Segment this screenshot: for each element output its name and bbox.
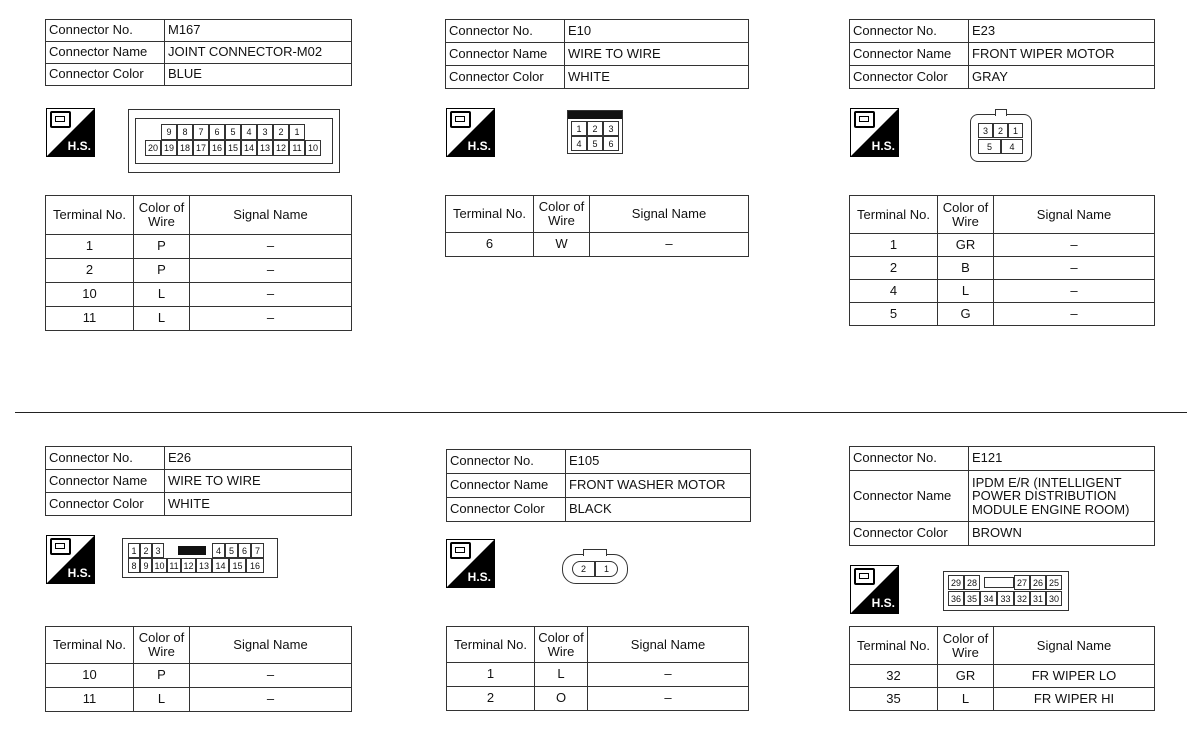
harness-side-icon: [850, 108, 899, 157]
table-row: [46, 259, 352, 283]
pin: 36: [948, 591, 964, 606]
connector-name-value: IPDM E/R (INTELLIGENT POWER DISTRIBUTION MODULE ENGINE ROOM): [969, 471, 1155, 522]
terminal-cell: 32: [850, 665, 938, 688]
pin: 16: [246, 558, 264, 573]
terminal-table-e121: [849, 626, 1155, 711]
pin: 2: [140, 543, 152, 558]
wire-cell: L: [535, 663, 588, 687]
pin: 11: [289, 140, 305, 156]
pin: 34: [980, 591, 997, 606]
pin: 1: [595, 561, 618, 577]
wire-cell: L: [134, 307, 190, 331]
connector-color-label: Connector Color: [447, 498, 566, 522]
keyway-block: [178, 546, 206, 555]
signal-cell: –: [190, 688, 352, 712]
connector-face-e23: [970, 114, 1032, 162]
table-row: [46, 688, 352, 712]
signal-cell: –: [190, 283, 352, 307]
connector-no-value: E26: [165, 447, 352, 470]
hs-label: H.S.: [467, 139, 491, 153]
connector-no-label: Connector No.: [46, 447, 165, 470]
terminal-table-m167: [45, 195, 352, 331]
pin: 8: [177, 124, 193, 140]
pin: 27: [1014, 575, 1030, 590]
pin: 7: [251, 543, 264, 558]
section-divider: [15, 412, 1187, 413]
pin: 5: [225, 543, 238, 558]
connector-info-table: [45, 446, 352, 516]
pin: 4: [241, 124, 257, 140]
connector-color-label: Connector Color: [850, 522, 969, 546]
table-row: [46, 235, 352, 259]
terminal-table-e26: [45, 626, 352, 712]
terminal-cell: 11: [46, 307, 134, 331]
wire-cell: L: [134, 688, 190, 712]
pin: 5: [587, 136, 603, 151]
connector-name-label: Connector Name: [850, 43, 969, 66]
harness-side-icon: [46, 108, 95, 157]
pin: 15: [225, 140, 241, 156]
connector-icon: [450, 542, 471, 559]
terminal-cell: 2: [447, 687, 535, 711]
pin: 20: [145, 140, 161, 156]
wire-cell: O: [535, 687, 588, 711]
pin: 12: [273, 140, 289, 156]
signal-cell: –: [190, 259, 352, 283]
wire-color-header: Color of Wire: [134, 196, 190, 235]
table-row: [446, 233, 749, 257]
wire-color-header: Color of Wire: [938, 196, 994, 234]
connector-name-value: WIRE TO WIRE: [165, 470, 352, 493]
connector-name-value: JOINT CONNECTOR-M02: [165, 42, 352, 64]
table-row: [850, 234, 1155, 257]
wire-cell: L: [938, 688, 994, 711]
connector-info-table: [849, 19, 1155, 89]
pin: 1: [1008, 123, 1023, 138]
terminal-table-e23: [849, 195, 1155, 326]
hs-label: H.S.: [871, 596, 895, 610]
terminal-no-header: Terminal No.: [850, 196, 938, 234]
signal-cell: –: [190, 664, 352, 688]
connector-face-e10: [567, 110, 623, 154]
connector-info-table: [446, 449, 751, 522]
table-row: [447, 687, 749, 711]
wire-color-header: Color of Wire: [938, 627, 994, 665]
wire-cell: L: [938, 280, 994, 303]
connector-icon: [854, 568, 875, 585]
table-row: [46, 283, 352, 307]
terminal-no-header: Terminal No.: [446, 196, 534, 233]
signal-cell: FR WIPER HI: [994, 688, 1155, 711]
signal-name-header: Signal Name: [190, 627, 352, 664]
wire-cell: B: [938, 257, 994, 280]
pin: 26: [1030, 575, 1046, 590]
connector-no-value: E23: [969, 20, 1155, 43]
signal-cell: –: [994, 234, 1155, 257]
connector-info-table: [849, 446, 1155, 546]
harness-side-icon: [446, 539, 495, 588]
connector-no-value: E105: [566, 450, 751, 474]
connector-color-label: Connector Color: [850, 66, 969, 89]
terminal-cell: 10: [46, 283, 134, 307]
pin: 6: [238, 543, 251, 558]
signal-cell: –: [994, 257, 1155, 280]
terminal-cell: 1: [850, 234, 938, 257]
pin: 6: [209, 124, 225, 140]
terminal-table-e105: [446, 626, 749, 711]
pin: 1: [571, 121, 587, 136]
connector-no-label: Connector No.: [46, 20, 165, 42]
signal-cell: –: [994, 280, 1155, 303]
hs-label: H.S.: [871, 139, 895, 153]
wire-cell: G: [938, 303, 994, 326]
pin: 35: [964, 591, 980, 606]
wire-cell: GR: [938, 665, 994, 688]
wire-color-header: Color of Wire: [534, 196, 590, 233]
connector-block-m167: [45, 19, 352, 86]
terminal-cell: 35: [850, 688, 938, 711]
connector-no-label: Connector No.: [850, 447, 969, 471]
pin: 14: [212, 558, 229, 573]
connector-no-value: M167: [165, 20, 352, 42]
terminal-cell: 6: [446, 233, 534, 257]
table-row: [850, 257, 1155, 280]
connector-color-value: BROWN: [969, 522, 1155, 546]
signal-name-header: Signal Name: [590, 196, 749, 233]
hs-label: H.S.: [67, 139, 91, 153]
wire-cell: L: [134, 283, 190, 307]
pin: 3: [978, 123, 993, 138]
pin: 4: [1001, 139, 1023, 154]
pin: 1: [289, 124, 305, 140]
harness-side-icon: [46, 535, 95, 584]
terminal-cell: 10: [46, 664, 134, 688]
pin: 19: [161, 140, 177, 156]
pin: 6: [603, 136, 619, 151]
signal-name-header: Signal Name: [190, 196, 352, 235]
pin: 11: [167, 558, 181, 573]
pin: 10: [152, 558, 167, 573]
pin: 9: [161, 124, 177, 140]
connector-face-e105: [562, 554, 628, 584]
hs-label: H.S.: [467, 570, 491, 584]
connector-face-m167: [128, 109, 340, 173]
pin: 32: [1014, 591, 1030, 606]
signal-name-header: Signal Name: [588, 627, 749, 663]
connector-block-e26: [45, 446, 352, 516]
connector-info-table: [445, 19, 749, 89]
connector-face-e121: [943, 571, 1069, 611]
connector-block-e121: [849, 446, 1155, 546]
connector-icon: [50, 111, 71, 128]
terminal-cell: 4: [850, 280, 938, 303]
keyway-slot: [984, 577, 1014, 588]
hs-label: H.S.: [67, 566, 91, 580]
wire-cell: P: [134, 664, 190, 688]
connector-name-label: Connector Name: [46, 470, 165, 493]
pin: 4: [212, 543, 225, 558]
terminal-cell: 5: [850, 303, 938, 326]
signal-cell: –: [588, 687, 749, 711]
table-row: [850, 303, 1155, 326]
table-row: [850, 688, 1155, 711]
connector-name-label: Connector Name: [447, 474, 566, 498]
pin: 25: [1046, 575, 1062, 590]
terminal-no-header: Terminal No.: [46, 627, 134, 664]
pin: 13: [257, 140, 273, 156]
pin: 18: [177, 140, 193, 156]
terminal-no-header: Terminal No.: [447, 627, 535, 663]
connector-no-label: Connector No.: [447, 450, 566, 474]
table-row: [850, 280, 1155, 303]
connector-no-value: E121: [969, 447, 1155, 471]
connector-name-label: Connector Name: [46, 42, 165, 64]
pin: 31: [1030, 591, 1046, 606]
connector-color-value: BLUE: [165, 64, 352, 86]
wire-cell: W: [534, 233, 590, 257]
harness-side-icon: [446, 108, 495, 157]
pin: 28: [964, 575, 980, 590]
connector-no-label: Connector No.: [850, 20, 969, 43]
connector-color-value: GRAY: [969, 66, 1155, 89]
wire-cell: GR: [938, 234, 994, 257]
terminal-no-header: Terminal No.: [46, 196, 134, 235]
wire-cell: P: [134, 235, 190, 259]
pin: 3: [603, 121, 619, 136]
connector-color-value: WHITE: [565, 66, 749, 89]
connector-color-label: Connector Color: [46, 493, 165, 516]
pin: 12: [181, 558, 196, 573]
connector-name-value: WIRE TO WIRE: [565, 43, 749, 66]
terminal-table-e10: [445, 195, 749, 257]
table-row: [447, 663, 749, 687]
terminal-cell: 2: [850, 257, 938, 280]
connector-color-label: Connector Color: [446, 66, 565, 89]
pin: 7: [193, 124, 209, 140]
pin: 17: [193, 140, 209, 156]
pin: 13: [196, 558, 212, 573]
pin: 9: [140, 558, 152, 573]
table-row: [850, 665, 1155, 688]
pin: 30: [1046, 591, 1062, 606]
connector-color-value: WHITE: [165, 493, 352, 516]
pin: 2: [273, 124, 289, 140]
connector-block-e23: [849, 19, 1155, 89]
wire-color-header: Color of Wire: [535, 627, 588, 663]
terminal-cell: 1: [46, 235, 134, 259]
signal-cell: –: [994, 303, 1155, 326]
terminal-cell: 1: [447, 663, 535, 687]
connector-info-table: [45, 19, 352, 86]
pin: 15: [229, 558, 246, 573]
table-row: [46, 664, 352, 688]
signal-cell: –: [190, 307, 352, 331]
pin: 8: [128, 558, 140, 573]
connector-color-value: BLACK: [566, 498, 751, 522]
pin: 14: [241, 140, 257, 156]
connector-name-label: Connector Name: [850, 471, 969, 522]
connector-icon: [854, 111, 875, 128]
pin: 4: [571, 136, 587, 151]
table-row: [46, 307, 352, 331]
connector-name-value: FRONT WASHER MOTOR: [566, 474, 751, 498]
terminal-cell: 11: [46, 688, 134, 712]
connector-no-label: Connector No.: [446, 20, 565, 43]
signal-cell: FR WIPER LO: [994, 665, 1155, 688]
connector-block-e105: [446, 449, 751, 522]
connector-icon: [50, 538, 71, 555]
pin: 1: [128, 543, 140, 558]
pin: 5: [225, 124, 241, 140]
connector-block-e10: [445, 19, 749, 89]
connector-name-label: Connector Name: [446, 43, 565, 66]
connector-no-value: E10: [565, 20, 749, 43]
pin: 2: [572, 561, 595, 577]
pin: 5: [978, 139, 1001, 154]
wire-cell: P: [134, 259, 190, 283]
harness-side-icon: [850, 565, 899, 614]
terminal-no-header: Terminal No.: [850, 627, 938, 665]
pin: 3: [152, 543, 164, 558]
pin: 2: [993, 123, 1008, 138]
pin: 16: [209, 140, 225, 156]
pin: 10: [305, 140, 321, 156]
terminal-cell: 2: [46, 259, 134, 283]
connector-icon: [450, 111, 471, 128]
pin: 2: [587, 121, 603, 136]
signal-cell: –: [588, 663, 749, 687]
signal-cell: –: [190, 235, 352, 259]
connector-name-value: FRONT WIPER MOTOR: [969, 43, 1155, 66]
wire-color-header: Color of Wire: [134, 627, 190, 664]
connector-face-e26: [122, 538, 278, 578]
pin: 3: [257, 124, 273, 140]
signal-cell: –: [590, 233, 749, 257]
signal-name-header: Signal Name: [994, 627, 1155, 665]
signal-name-header: Signal Name: [994, 196, 1155, 234]
pin: 33: [997, 591, 1014, 606]
pin: 29: [948, 575, 964, 590]
connector-color-label: Connector Color: [46, 64, 165, 86]
